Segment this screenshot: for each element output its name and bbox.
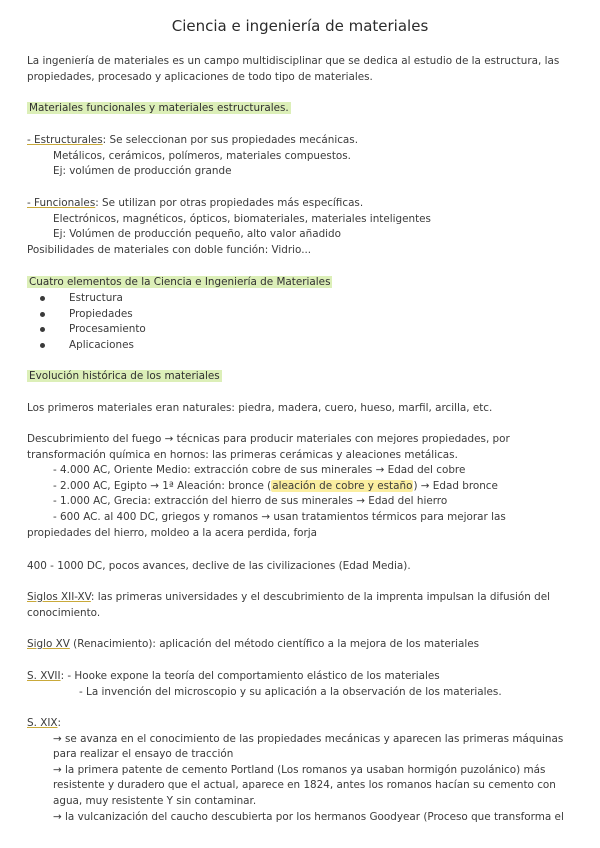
- intro-line: propiedades, procesado y aplicaciones de todo tipo de materiales.: [27, 70, 373, 83]
- funcionales-list: Electrónicos, magnéticos, ópticos, biomateriales, materiales inteligentes: [53, 212, 431, 225]
- timeline-greeks-romans: - 600 AC. al 400 DC, griegos y romanos → usan tratamientos térmicos para mejorar las: [53, 510, 506, 523]
- siglo-xv-label: Siglo XV: [27, 638, 70, 650]
- siglos-xii-xv: Siglos XII-XV: las primeras universidades y el descubrimiento de la imprenta impulsan la difusión del conocimiento.: [27, 591, 551, 619]
- elements-list: [40, 291, 146, 353]
- funcionales-text: : Se utilizan por otras propiedades más específicas.: [95, 197, 364, 209]
- timeline-iron: - 1.000 AC, Grecia: extracción del hierro de sus minerales → Edad del hierro: [53, 495, 448, 508]
- timeline-bronze: - 2.000 AC, Egipto → 1ª Aleación: bronce (aleación de cobre y estaño) → Edad bronce: [53, 479, 498, 492]
- estructurales-text: : Se seleccionan por sus propiedades mecánicas.: [102, 134, 359, 146]
- funcionales-label: - Funcionales: [27, 197, 96, 209]
- bullet-icon: [40, 312, 45, 317]
- siglo-xvii: S. XVII: - Hooke expone la teoría del comportamiento elástico de los materiales - La invención del microscopio y su aplicación a la observación de los materiales.: [27, 670, 502, 698]
- fire-paragraph: Descubrimiento del fuego → técnicas para producir materiales con mejores propiedades, por transformación química en hornos: las primeras cerámicas y aleaciones metálicas. - 4.000 AC, Oriente Medio: extracción cobre de sus minerales → Edad del cobre - 2.000 AC, Egipto → 1ª Aleación: bronce (aleación de cobre y estaño) → Edad bronce - 1.000 AC, Grecia: extracción del hierro de sus minerales → Edad del hierro - 600 AC. al 400 DC, griegos y romanos → usan tratamientos térmicos para mejorar las propiedades del hierro, moldeo a la acera perdida, forja: [27, 432, 572, 541]
- highlighted-alloy: aleación de cobre y estaño: [272, 479, 413, 492]
- siglo-xix: S. XIX: → se avanza en el conocimiento de las propiedades mecánicas y aparecen las primeras máquinas para realizar el ensayo de tracción → la primera patente de cemento Portland (Los romanos ya usaban hormigón puzolánico) más resistente y duradero que el actual, aparece en 1824, antes los romanos hacían su cemento con agua, muy resistente Y sin contaminar. → la vulcanización del caucho descubierta por los hermanos Goodyear (Proceso que transforma el: [27, 717, 564, 823]
- section-heading: [27, 275, 572, 291]
- list-item: Aplicaciones: [40, 338, 146, 354]
- list-item: Procesamiento: [40, 322, 146, 338]
- estructurales-list: Metálicos, cerámicos, polímeros, materiales compuestos.: [53, 149, 351, 162]
- bullet-icon: [40, 296, 45, 301]
- siglo-xvii-label: S. XVII: [27, 670, 61, 682]
- first-materials-line: Los primeros materiales eran naturales: piedra, madera, cuero, hueso, marfil, arcilla, etc.: [27, 402, 493, 414]
- bullet-icon: [40, 327, 45, 332]
- siglo-xix-label: S. XIX: [27, 717, 58, 729]
- list-item: Propiedades: [40, 307, 146, 323]
- list-item: Estructura: [40, 291, 146, 307]
- heading-four-elements: Cuatro elementos de la Ciencia e Ingeniería de Materiales: [29, 276, 331, 288]
- siglo-xv: Siglo XV (Renacimiento): aplicación del método científico a la mejora de los materiales: [27, 638, 480, 650]
- heading-functional-structural: Materiales funcionales y materiales estructurales.: [29, 102, 289, 114]
- intro-paragraph: [27, 54, 572, 85]
- intro-line: La ingeniería de materiales es un campo multidisciplinar que se dedica al estudio de la estructura, las: [27, 55, 560, 67]
- heading-evolution: Evolución histórica de los materiales: [29, 370, 220, 382]
- estructurales-label: - Estructurales: [27, 134, 103, 146]
- bullet-icon: [40, 343, 45, 348]
- siglos-label: Siglos XII-XV: [27, 591, 91, 603]
- middle-ages-line: 400 - 1000 DC, pocos avances, declive de las civilizaciones (Edad Media).: [27, 560, 411, 572]
- section-heading: [27, 369, 572, 385]
- estructurales-block: [27, 133, 572, 180]
- timeline-copper: - 4.000 AC, Oriente Medio: extracción cobre de sus minerales → Edad del cobre: [53, 464, 466, 477]
- funcionales-example: Ej: Volúmen de producción pequeño, alto valor añadido: [53, 228, 342, 241]
- document-title: Ciencia e ingeniería de materiales: [171, 17, 429, 35]
- double-function-line: Posibilidades de materiales con doble función: Vidrio...: [27, 243, 312, 256]
- funcionales-block: [27, 196, 572, 258]
- estructurales-example: Ej: volúmen de producción grande: [53, 165, 232, 178]
- section-heading: [27, 101, 572, 117]
